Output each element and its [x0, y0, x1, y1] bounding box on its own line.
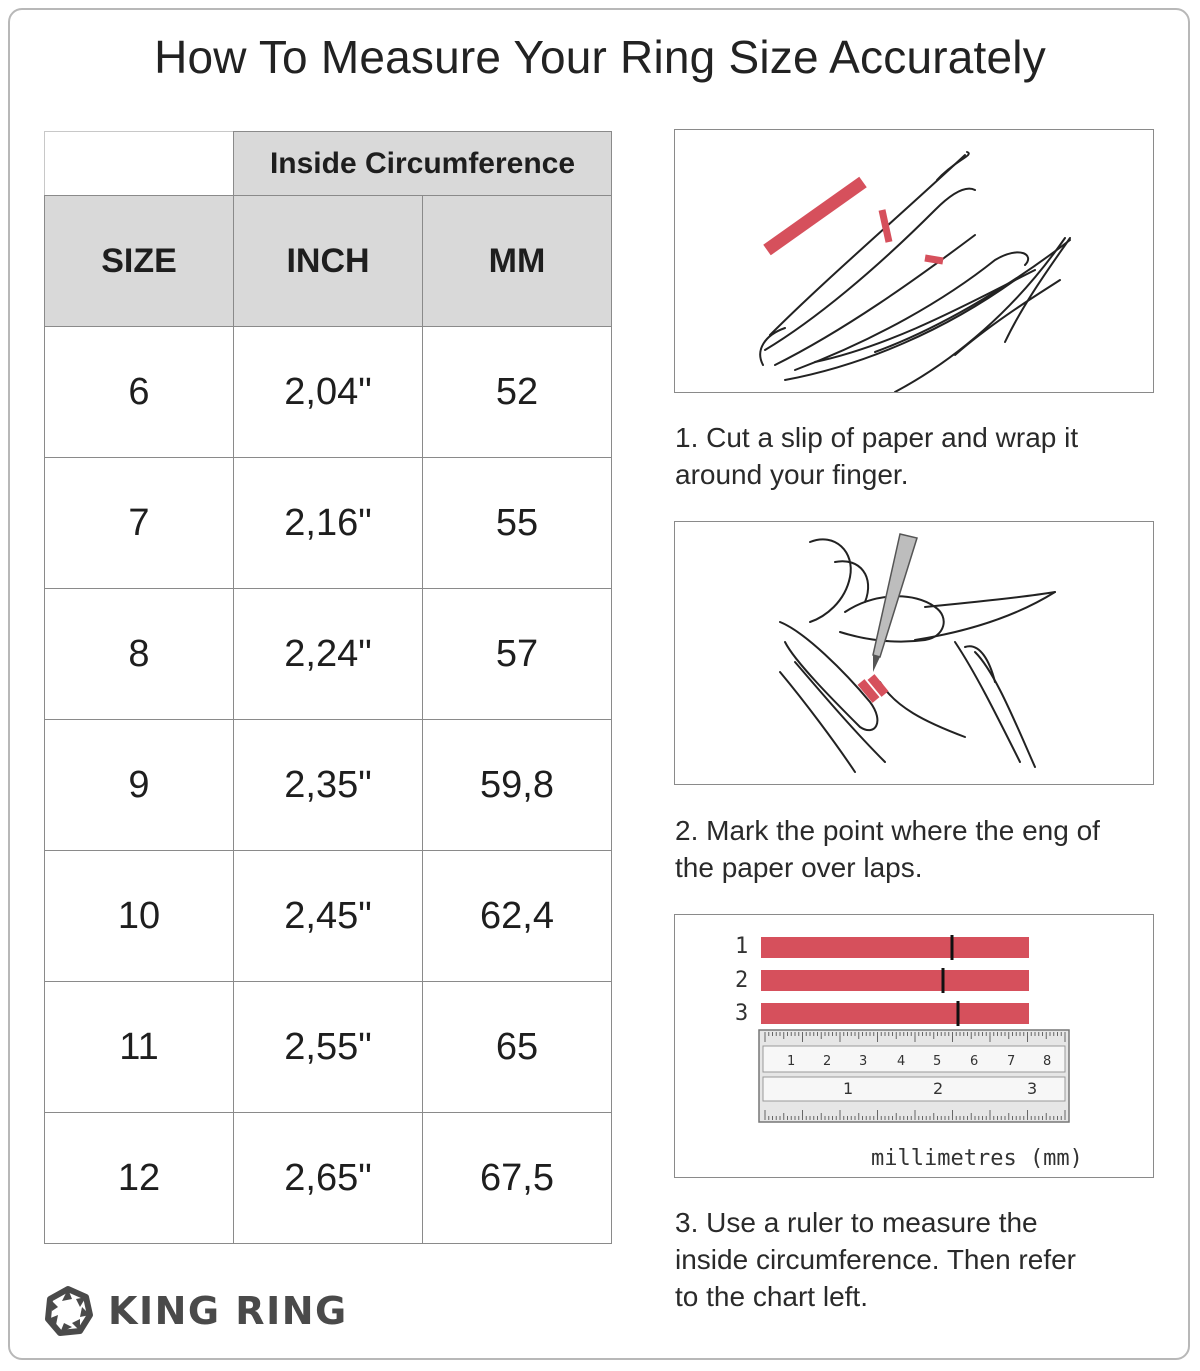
svg-text:5: 5 — [933, 1054, 942, 1069]
mm-cell: 59,8 — [423, 720, 612, 851]
table-row — [45, 458, 612, 589]
table-row — [45, 589, 612, 720]
mm-cell: 52 — [423, 327, 612, 458]
step2-mark-illustration — [674, 521, 1154, 785]
column-header-inch: INCH — [234, 196, 423, 327]
size-cell: 10 — [45, 851, 234, 982]
inch-cell: 2,16" — [234, 458, 423, 589]
size-cell: 7 — [45, 458, 234, 589]
svg-text:3: 3 — [1027, 1079, 1038, 1098]
inch-cell: 2,04" — [234, 327, 423, 458]
table-row — [45, 1113, 612, 1244]
size-cell: 8 — [45, 589, 234, 720]
mm-cell: 62,4 — [423, 851, 612, 982]
inch-cell: 2,24" — [234, 589, 423, 720]
king-ring-logo-icon — [42, 1285, 94, 1337]
pencil-mark-icon — [675, 522, 1154, 785]
table-row — [45, 720, 612, 851]
millimetres-label: millimetres (mm) — [871, 1146, 1083, 1171]
page-title: How To Measure Your Ring Size Accurately — [154, 31, 1046, 83]
inch-cell: 2,65" — [234, 1113, 423, 1244]
size-cell: 11 — [45, 982, 234, 1113]
hand-wrap-paper-icon — [675, 130, 1154, 393]
step3-text: 3. Use a ruler to measure the inside circumference. Then refer to the chart left. — [675, 1207, 1076, 1312]
inch-cell: 2,45" — [234, 851, 423, 982]
strip-label-3: 3 — [735, 1001, 749, 1026]
mm-cell: 65 — [423, 982, 612, 1113]
step1-hand-illustration — [674, 129, 1154, 393]
ruler-strips-icon — [675, 915, 1154, 1178]
size-cell: 12 — [45, 1113, 234, 1244]
column-header-mm: MM — [423, 196, 612, 327]
svg-text:1: 1 — [787, 1054, 796, 1069]
svg-text:6: 6 — [970, 1054, 979, 1069]
size-cell: 6 — [45, 327, 234, 458]
svg-text:2: 2 — [933, 1079, 944, 1098]
step3-ruler-illustration — [674, 914, 1154, 1178]
inside-circumference-header: Inside Circumference — [234, 132, 612, 196]
king-ring-logo — [42, 1285, 348, 1337]
column-header-size: SIZE — [45, 196, 234, 327]
table-row — [45, 851, 612, 982]
mm-cell: 67,5 — [423, 1113, 612, 1244]
mm-cell: 55 — [423, 458, 612, 589]
step1-text: 1. Cut a slip of paper and wrap it around your finger. — [675, 422, 1079, 490]
table-row — [45, 982, 612, 1113]
strip-label-1: 1 — [735, 934, 749, 959]
table-corner-blank — [45, 132, 234, 196]
inch-cell: 2,55" — [234, 982, 423, 1113]
table-row — [45, 327, 612, 458]
svg-text:2: 2 — [823, 1054, 832, 1069]
svg-text:8: 8 — [1043, 1054, 1052, 1069]
brand-name: KING RING — [108, 1289, 348, 1333]
size-cell: 9 — [45, 720, 234, 851]
ring-size-table — [44, 131, 612, 1244]
strip-label-2: 2 — [735, 968, 749, 993]
svg-text:1: 1 — [843, 1079, 854, 1098]
step2-text: 2. Mark the point where the eng of the paper over laps. — [675, 815, 1100, 883]
inch-cell: 2,35" — [234, 720, 423, 851]
svg-text:7: 7 — [1007, 1054, 1016, 1069]
svg-text:4: 4 — [897, 1054, 906, 1069]
mm-cell: 57 — [423, 589, 612, 720]
svg-text:3: 3 — [859, 1054, 868, 1069]
